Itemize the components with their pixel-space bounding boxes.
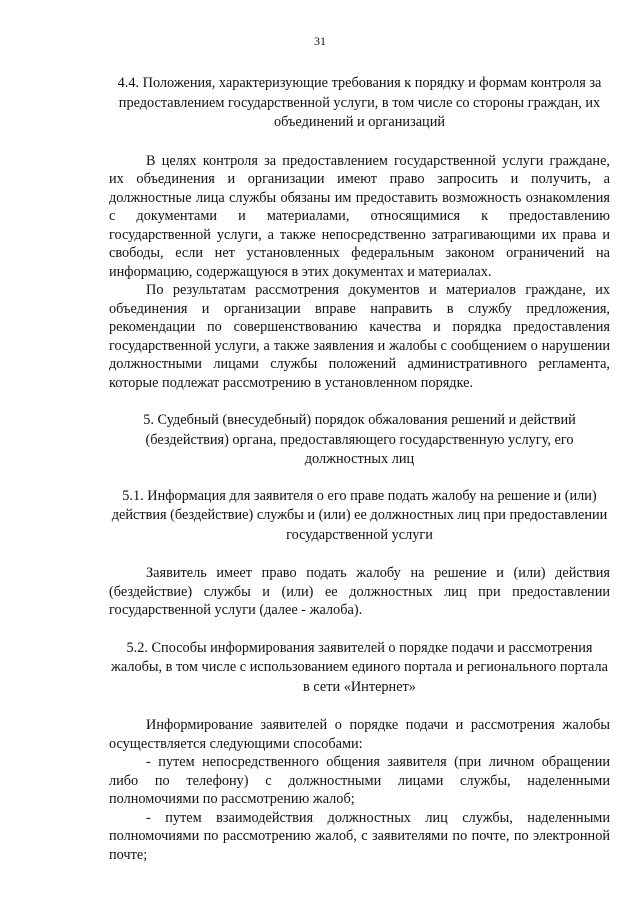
heading-4-4: 4.4. Положения, характеризующие требования к порядку и формам контроля за предоставлением государственной услуги, в том числе со стороны граждан, их объединений и организаций (117, 75, 602, 130)
page-content (109, 74, 610, 864)
heading-5-2: 5.2. Способы информирования заявителей о порядке подачи и рассмотрения жалобы, в том числе с использованием единого портала и регионального портала в сети «Интернет» (111, 639, 608, 695)
page-number: 31 (314, 34, 326, 48)
spacer (109, 697, 610, 716)
spacer (109, 133, 610, 152)
spacer (109, 470, 610, 487)
paragraph-5-2-intro: Информирование заявителей о порядке подачи и рассмотрения жалобы осуществляется следующими способами: (109, 717, 610, 752)
spacer (109, 620, 610, 639)
heading-5: 5. Судебный (внесудебный) порядок обжалования решений и действий (бездействия) органа, предоставляющего государственную услугу, его должностных лиц (143, 412, 576, 467)
paragraph-5-1: Заявитель имеет право подать жалобу на решение и (или) действия (бездействие) службы и (или) ее должностных лиц при предоставлении государственной услуги (далее - жалоба). (109, 565, 610, 618)
spacer (109, 545, 610, 564)
paragraph-5-2-item2: - путем взаимодействия должностных лиц службы, наделенными полномочиями по рассмотрению жалоб, с заявителями по почте, по электронной почте; (109, 809, 610, 863)
paragraph-4-4-a: В целях контроля за предоставлением государственной услуги граждане, их объединения и организации имеют право запросить и получить, а должностные лица службы обязаны им предоставить возможность ознакомления с документами и материалами, относящимися к предоставлению государственной услуги, а также непосредственно затрагивающими их права и свободы, если нет установленных федеральным законом ограничений на информацию, содержащуюся в этих документах и материалах. (109, 152, 610, 280)
paragraph-4-4-b: По результатам рассмотрения документов и материалов граждане, их объединения и организации вправе направить в службу предложения, рекомендации по совершенствованию качества и порядка предоставления государственной услуги, а также заявления и жалобы с сообщением о нарушении должностными лицами службы положений административного регламента, которые подлежат рассмотрению в установленном порядке. (109, 282, 610, 391)
paragraph-5-2-item1: - путем непосредственного общения заявителя (при личном обращении либо по телефону) с должностными лицами службы, наделенными полномочиями по рассмотрению жалоб; (109, 754, 610, 807)
spacer (109, 392, 610, 411)
heading-5-1: 5.1. Информация для заявителя о его праве подать жалобу на решение и (или) действия (бездействие) службы и (или) ее должностных лиц при предоставлении государственной услуги (111, 487, 608, 543)
